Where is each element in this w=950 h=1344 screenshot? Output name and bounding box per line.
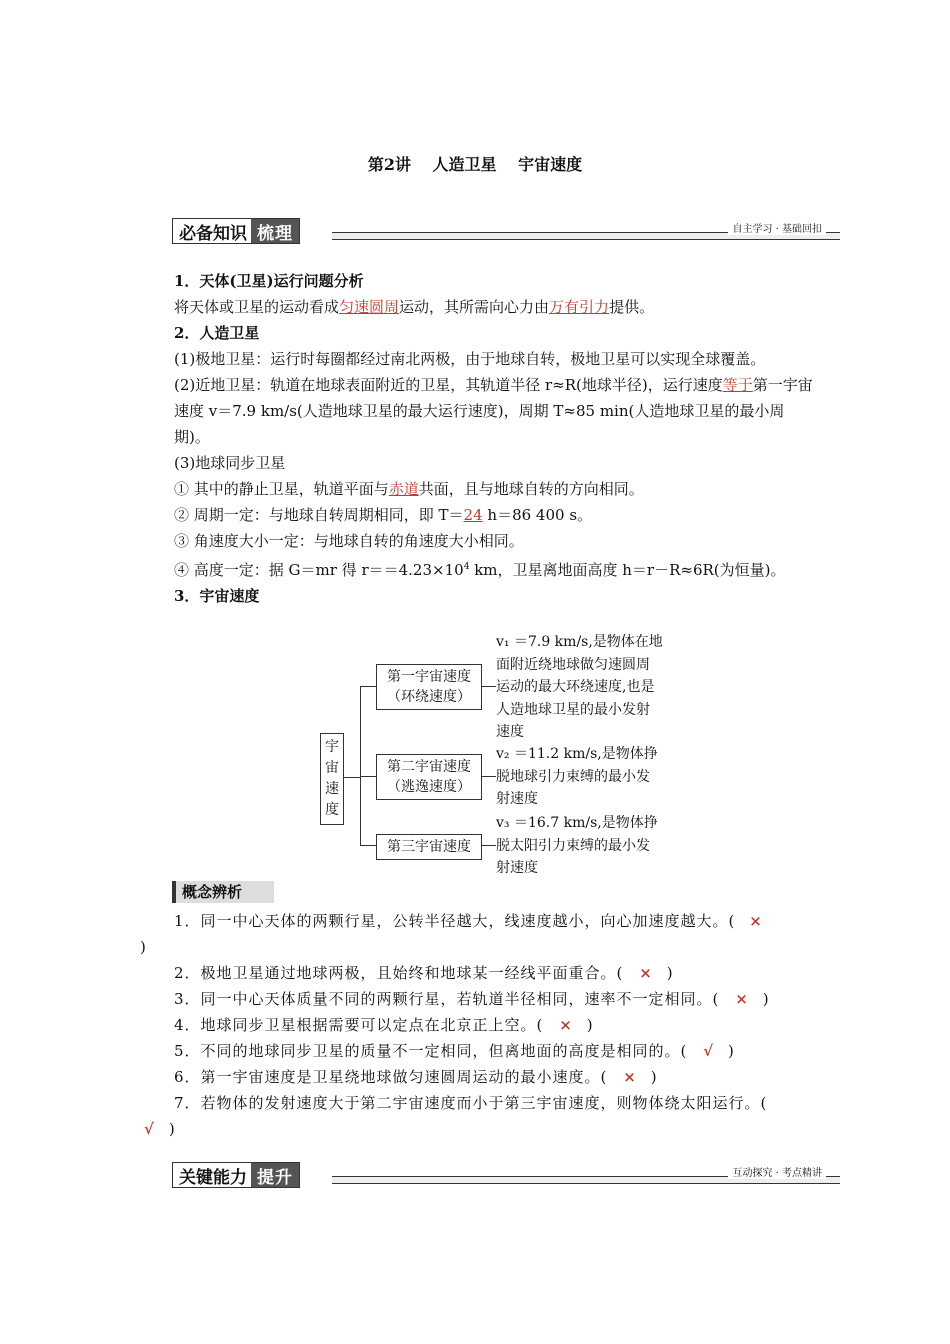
text: ① 其中的静止卫星，轨道平面与 — [174, 480, 389, 498]
first-velocity-box — [376, 664, 482, 710]
close-paren: ) — [168, 1120, 176, 1138]
third-velocity-box — [376, 834, 482, 860]
close-paren: ) — [666, 964, 674, 982]
second-velocity-box — [376, 754, 482, 800]
connector — [482, 686, 496, 687]
first-velocity-alias: （环绕速度） — [387, 689, 471, 705]
first-velocity-name: 第一宇宙速度 — [387, 669, 471, 685]
close-paren: ) — [586, 1016, 594, 1034]
text: ② 周期一定：与地球自转周期相同，即 T＝ — [174, 506, 464, 524]
text: h＝86 400 s。 — [482, 506, 593, 524]
answer-mark: × — [623, 1068, 637, 1086]
root-char: 速 — [325, 781, 339, 797]
section-banner-essentials — [172, 218, 840, 244]
second-velocity-desc — [496, 743, 686, 811]
topic-cosmic-velocity: 宇宙速度 — [518, 155, 583, 174]
section-1-text — [140, 294, 815, 320]
desc-line: 速度 — [496, 724, 524, 740]
concept-item-1 — [140, 908, 815, 960]
concept-item-7 — [140, 1090, 815, 1142]
close-paren: ) — [728, 1042, 735, 1060]
diagram-root — [320, 733, 344, 825]
desc-line: 脱太阳引力束缚的最小发 — [496, 837, 650, 854]
section-1 — [140, 268, 815, 609]
question-text: 2．极地卫星通过地球两极，且始终和地球某一经线平面重合。( — [174, 964, 624, 982]
desc-line: v₁ ＝7.9 km/s,是物体在地 — [496, 634, 663, 650]
text: ④ 高度一定：据 G＝mr 得 r＝＝4.23×10 — [174, 561, 464, 579]
third-velocity-desc — [496, 812, 686, 880]
question-text: 1．同一中心天体的两颗行星，公转半径越大，线速度越小，向心加速度越大。( — [174, 912, 736, 930]
question-text: 5．不同的地球同步卫星的质量不一定相同，但离地面的高度是相同的。( — [174, 1042, 688, 1060]
desc-line: 运动的最大环绕速度,也是 — [496, 679, 655, 695]
question-text: 7．若物体的发射速度大于第二宇宙速度而小于第三宇宙速度，则物体绕太阳运行。( — [174, 1094, 768, 1112]
connector — [360, 845, 376, 846]
sync-item-2 — [140, 502, 815, 528]
first-velocity-desc — [496, 631, 686, 744]
section-1-heading: 1．天体(卫星)运行问题分析 — [174, 272, 364, 290]
desc-line: 面附近绕地球做匀速圆周 — [496, 656, 650, 673]
fill-blank: 匀速圆周 — [339, 298, 400, 316]
near-earth-satellite — [140, 372, 815, 450]
banner-label — [172, 1162, 300, 1188]
concept-item-6 — [140, 1064, 815, 1090]
answer-mark: × — [749, 912, 763, 930]
connector — [482, 845, 496, 846]
concept-item-2 — [140, 960, 815, 986]
text: 共面，且与地球自转的方向相同。 — [418, 480, 644, 498]
desc-line: 射速度 — [496, 791, 538, 807]
answer-mark: × — [639, 964, 653, 982]
fill-blank: 等于 — [722, 376, 753, 394]
banner-label — [172, 218, 300, 244]
connector — [360, 686, 376, 687]
desc-line: v₃ ＝16.7 km/s,是物体挣 — [496, 815, 658, 831]
banner-tag: 梳理 — [251, 219, 299, 243]
banner-main-text: 关键能力 — [179, 1167, 247, 1188]
close-paren: ) — [762, 990, 770, 1008]
connector — [360, 776, 376, 777]
text: 提供。 — [609, 298, 655, 316]
answer-mark: × — [559, 1016, 573, 1034]
desc-line: v₂ ＝11.2 km/s,是物体挣 — [496, 746, 658, 762]
root-char: 宙 — [325, 760, 339, 776]
connector — [360, 686, 361, 846]
fill-blank: 赤道 — [388, 480, 419, 498]
question-text: 6．第一宇宙速度是卫星绕地球做匀速圆周运动的最小速度。( — [174, 1068, 608, 1086]
close-paren: ) — [140, 938, 147, 956]
banner-tag: 提升 — [251, 1163, 299, 1187]
answer-mark: √ — [703, 1042, 715, 1060]
answer-mark: √ — [144, 1120, 155, 1138]
third-velocity-name: 第三宇宙速度 — [387, 839, 471, 855]
close-paren: ) — [650, 1068, 658, 1086]
desc-line: 人造地球卫星的最小发射 — [496, 701, 650, 718]
text: (2)近地卫星：轨道在地球表面附近的卫星，其轨道半径 r≈R(地球半径)，运行速度 — [174, 376, 723, 394]
second-velocity-alias: （逃逸速度） — [387, 779, 471, 795]
topic-satellite: 人造卫星 — [432, 155, 497, 174]
fill-blank: 万有引力 — [549, 298, 610, 316]
text: 运动，其所需向心力由 — [399, 298, 550, 316]
fill-blank: 24 — [463, 506, 483, 524]
sync-item-4 — [140, 554, 815, 583]
text: 第一宇宙速度 v＝7.9 km/s(人造地球卫星的最大运行速度)，周期 T≈85 min(人造地球卫星的最小周期)。 — [174, 376, 813, 446]
question-text: 4．地球同步卫星根据需要可以定点在北京正上空。( — [174, 1016, 544, 1034]
banner-main-text: 必备知识 — [179, 223, 247, 244]
second-velocity-name: 第二宇宙速度 — [387, 759, 471, 775]
desc-line: 射速度 — [496, 860, 538, 876]
page-title — [0, 152, 950, 175]
section-banner-key-abilities — [172, 1162, 840, 1188]
text: 将天体或卫星的运动看成 — [174, 298, 340, 316]
concept-heading: 概念辨析 — [172, 881, 274, 903]
lecture-number: 第2讲 — [367, 155, 411, 174]
polar-satellite: (1)极地卫星：运行时每圈都经过南北两极，由于地球自转，极地卫星可以实现全球覆盖。 — [174, 350, 766, 368]
sync-item-3: ③ 角速度大小一定：与地球自转的角速度大小相同。 — [174, 532, 524, 550]
root-char: 度 — [325, 802, 339, 818]
section-2-heading: 2．人造卫星 — [174, 324, 260, 342]
desc-line: 脱地球引力束缚的最小发 — [496, 768, 650, 785]
answer-mark: × — [735, 990, 749, 1008]
root-char: 宇 — [325, 739, 339, 755]
concept-list — [140, 908, 815, 1142]
connector — [482, 776, 496, 777]
connector — [344, 777, 360, 778]
sync-satellite-heading: (3)地球同步卫星 — [174, 454, 286, 472]
banner-subtitle: 互动探究 · 考点精讲 — [728, 1164, 826, 1179]
text: km，卫星离地面高度 h＝r－R≈6R(为恒量)。 — [469, 561, 786, 579]
exponent: 4 — [463, 562, 470, 572]
concept-item-5 — [140, 1038, 815, 1064]
section-3-heading: 3．宇宙速度 — [174, 587, 260, 605]
banner-subtitle: 自主学习 · 基础回扣 — [728, 220, 826, 235]
concept-item-4 — [140, 1012, 815, 1038]
concept-item-3 — [140, 986, 815, 1012]
sync-item-1 — [140, 476, 815, 502]
question-text: 3．同一中心天体质量不同的两颗行星，若轨道半径相同，速率不一定相同。( — [174, 990, 720, 1008]
